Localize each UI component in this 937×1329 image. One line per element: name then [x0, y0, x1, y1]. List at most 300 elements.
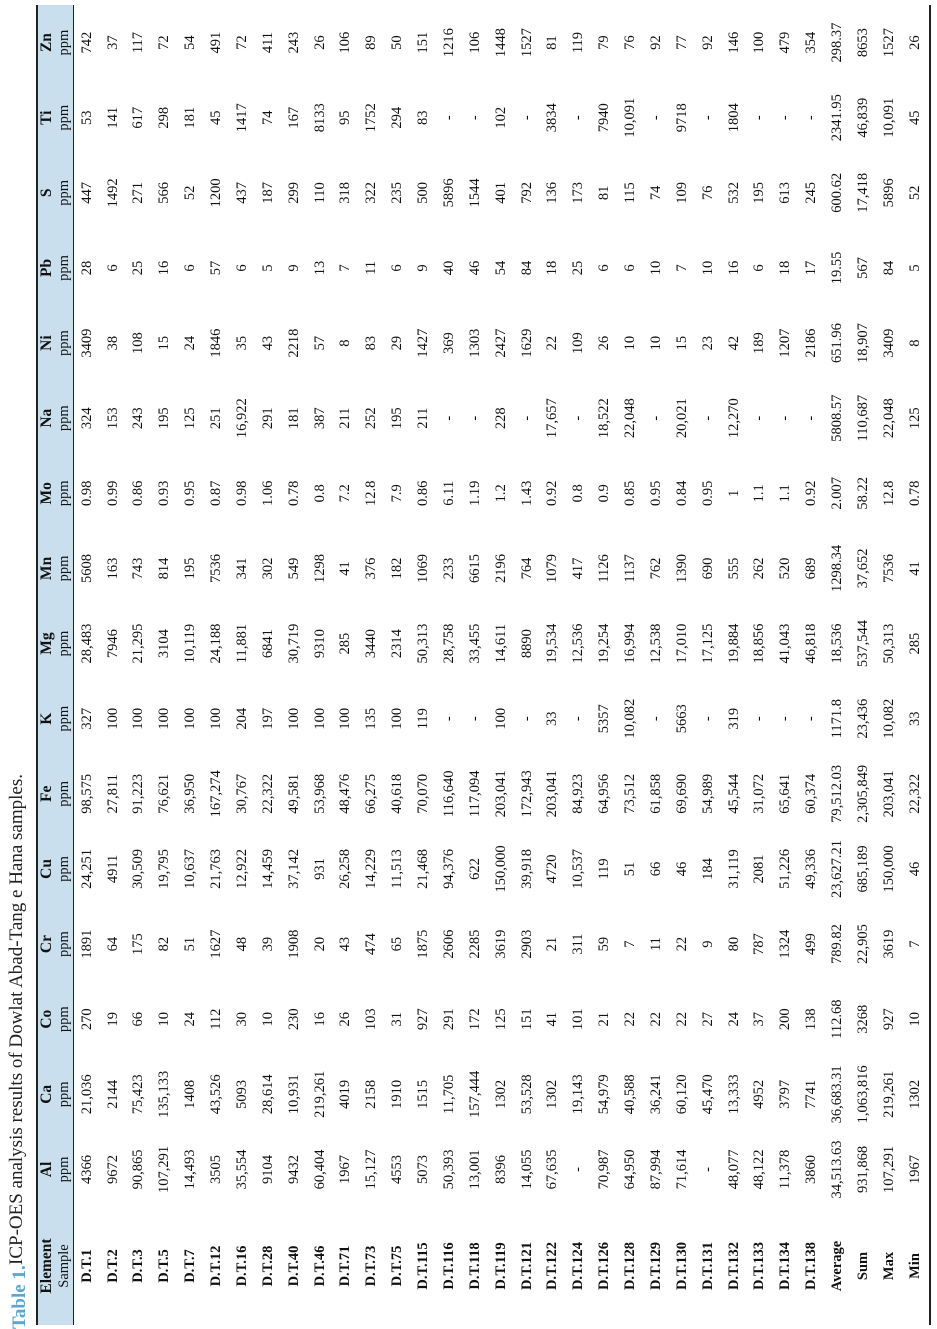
table-cell: 84	[518, 260, 535, 276]
table-cell: 39,918	[518, 849, 535, 889]
element-header-cr: Cr	[37, 907, 56, 982]
summary-cell: 12.8	[880, 480, 897, 506]
table-cell: 81	[596, 185, 613, 201]
table-cell: 252	[363, 407, 380, 430]
element-header-mo: Mo	[37, 456, 56, 531]
table-cell: 13,001	[466, 1149, 483, 1190]
table-cell: -	[699, 1167, 716, 1172]
table-cell: 491	[208, 31, 225, 54]
sample-id: D.T.1	[78, 1249, 95, 1283]
table-cell: 7741	[803, 1079, 820, 1109]
table-cell: 100	[389, 707, 406, 730]
table-cell: 262	[751, 557, 768, 580]
table-cell: -	[647, 115, 664, 121]
element-header-al: Al	[37, 1132, 56, 1207]
table-cell: 48,122	[751, 1149, 768, 1190]
table-cell: 19	[104, 1011, 121, 1027]
summary-cell: 10	[907, 1011, 924, 1027]
summary-cell: 5808.57	[829, 394, 846, 442]
table-row	[437, 5, 463, 1325]
sample-id: D.T.119	[492, 1242, 509, 1290]
summary-cell: 927	[880, 1008, 897, 1031]
table-cell: -	[440, 716, 457, 722]
caption-label: Table 1.	[9, 1265, 30, 1329]
results-table	[36, 5, 931, 1325]
sample-id: D.T.124	[570, 1241, 587, 1291]
table-cell: 1.06	[259, 480, 276, 506]
table-cell: 8396	[492, 1154, 509, 1184]
table-cell: 60,374	[803, 773, 820, 814]
table-cell: 30,509	[130, 849, 147, 889]
table-cell: 3409	[78, 328, 95, 358]
unit-header: ppm	[56, 531, 74, 606]
sample-id: D.T.118	[466, 1242, 483, 1290]
table-cell: 61,858	[647, 773, 664, 814]
table-cell: 75,423	[130, 1074, 147, 1115]
table-cell: 31	[389, 1011, 406, 1027]
summary-cell: 5	[907, 264, 924, 272]
table-cell: 2314	[389, 629, 406, 659]
table-cell: 1302	[544, 1079, 561, 1109]
table-cell: 0.98	[233, 480, 250, 506]
table-cell: 100	[156, 707, 173, 730]
table-cell: 31,119	[725, 849, 742, 889]
table-cell: 67,635	[544, 1149, 561, 1190]
table-cell: 14,493	[182, 1149, 199, 1190]
table-row	[488, 5, 514, 1325]
summary-cell: 41	[907, 561, 924, 576]
table-cell: 5073	[415, 1154, 432, 1184]
table-cell: 167,274	[208, 770, 225, 818]
summary-cell: 567	[854, 257, 871, 279]
table-cell: 1	[725, 489, 742, 497]
table-cell: 2903	[518, 929, 535, 959]
table-cell: 10	[699, 260, 716, 276]
table-cell: 22,048	[622, 398, 639, 439]
table-cell: 0.92	[803, 480, 820, 506]
summary-cell: 931,868	[854, 1145, 871, 1193]
table-cell: 9	[699, 940, 716, 948]
table-row	[281, 5, 307, 1325]
table-cell: 26	[311, 35, 328, 50]
table-cell: 11,513	[389, 849, 406, 889]
table-cell: 54	[182, 35, 199, 50]
table-cell: 7	[337, 264, 354, 272]
summary-cell: 3619	[880, 929, 897, 959]
summary-cell: 298.37	[829, 22, 846, 63]
table-cell: 100	[285, 707, 302, 730]
table-cell: -	[440, 115, 457, 121]
table-cell: 11,705	[440, 1074, 457, 1114]
table-cell: 13	[311, 260, 328, 276]
table-cell: 72	[156, 35, 173, 50]
table-cell: 72	[233, 35, 250, 50]
table-cell: 52	[182, 185, 199, 201]
unit-header: ppm	[56, 907, 74, 982]
table-cell: 89	[363, 35, 380, 50]
summary-cell: 26	[907, 35, 924, 50]
table-cell: 64,950	[622, 1149, 639, 1190]
table-cell: 0.86	[130, 480, 147, 506]
table-cell: 46,818	[803, 623, 820, 664]
summary-cell: 22,905	[854, 924, 871, 964]
table-cell: 66	[647, 861, 664, 877]
table-cell: 1908	[285, 929, 302, 959]
table-cell: 437	[233, 181, 250, 204]
table-row	[669, 5, 695, 1325]
table-cell: 50	[389, 35, 406, 50]
summary-cell: 22,322	[907, 773, 924, 814]
table-cell: 100	[492, 707, 509, 730]
unit-header: ppm	[56, 1132, 74, 1207]
table-cell: 2158	[363, 1079, 380, 1109]
table-cell: 16,922	[233, 398, 250, 439]
table-cell: 203,041	[492, 770, 509, 818]
table-cell: 322	[363, 181, 380, 204]
table-cell: 1875	[415, 929, 432, 959]
table-cell: 151	[415, 31, 432, 54]
summary-cell: 0.78	[907, 480, 924, 506]
table-cell: -	[803, 716, 820, 722]
unit-header: ppm	[56, 381, 74, 456]
table-cell: 3104	[156, 629, 173, 659]
table-cell: 271	[130, 181, 147, 204]
table-cell: -	[699, 415, 716, 421]
table-cell: 15	[156, 335, 173, 351]
table-cell: 101	[570, 1008, 587, 1031]
table-cell: 1.43	[518, 480, 535, 506]
summary-cell: 1967	[907, 1154, 924, 1184]
table-cell: 46	[466, 260, 483, 276]
summary-row	[825, 5, 851, 1325]
summary-cell: 18,536	[829, 623, 846, 664]
table-cell: 100	[311, 707, 328, 730]
table-cell: 411	[259, 31, 276, 54]
table-cell: 743	[130, 557, 147, 580]
summary-cell: 789.82	[829, 924, 846, 964]
table-cell: 65	[389, 936, 406, 952]
table-cell: 354	[803, 31, 820, 54]
element-header-k: K	[37, 681, 56, 756]
table-cell: 83	[363, 335, 380, 351]
table-cell: 12,536	[570, 623, 587, 664]
table-cell: 21,468	[415, 849, 432, 889]
table-cell: 146	[725, 31, 742, 54]
sample-id: D.T.116	[440, 1242, 457, 1290]
table-cell: 41,043	[777, 623, 794, 664]
summary-cell: 150,000	[880, 845, 897, 893]
table-cell: 31,072	[751, 773, 768, 814]
table-cell: 6615	[466, 553, 483, 583]
table-cell: 0.84	[673, 480, 690, 506]
table-cell: 1303	[466, 328, 483, 358]
summary-cell: 2.007	[829, 477, 846, 510]
table-cell: 17,125	[699, 623, 716, 664]
table-cell: 14,611	[492, 623, 509, 664]
table-cell: 74	[259, 110, 276, 125]
summary-row	[851, 5, 877, 1325]
table-cell: 1.19	[466, 480, 483, 506]
table-cell: 243	[130, 407, 147, 430]
table-cell: 200	[777, 1008, 794, 1031]
element-header-ca: Ca	[37, 1057, 56, 1132]
summary-cell: 112.68	[829, 999, 846, 1039]
table-cell: 8133	[311, 103, 328, 133]
table-cell: 3797	[777, 1079, 794, 1109]
table-cell: 3834	[544, 103, 561, 133]
summary-cell: 45	[907, 110, 924, 125]
table-cell: 10	[259, 1011, 276, 1027]
table-cell: 48,476	[337, 773, 354, 814]
table-cell: 26	[337, 1011, 354, 1027]
table-cell: 12,538	[647, 623, 664, 664]
table-cell: 0.99	[104, 480, 121, 506]
table-cell: 0.78	[285, 480, 302, 506]
table-cell: 90,865	[130, 1149, 147, 1190]
table-cell: 76,621	[156, 773, 173, 814]
table-cell: 369	[440, 332, 457, 354]
table-cell: 21,036	[78, 1074, 95, 1115]
table-cell: 230	[285, 1008, 302, 1031]
table-cell: 37,142	[285, 849, 302, 889]
table-cell: 197	[259, 707, 276, 730]
table-cell: 187	[259, 181, 276, 204]
table-cell: 36,241	[647, 1074, 664, 1115]
table-cell: 173	[570, 181, 587, 204]
table-cell: 15	[673, 335, 690, 351]
table-cell: 931	[311, 858, 328, 880]
sample-id: D.T.138	[803, 1241, 820, 1291]
table-row	[178, 5, 204, 1325]
element-header-pb: Pb	[37, 230, 56, 305]
caption-text: ICP-OES analysis results of Dowlat Abad-Tang e Hana samples.	[6, 774, 27, 1266]
table-cell: 167	[285, 106, 302, 129]
table-cell: 12,270	[725, 398, 742, 439]
table-cell: 1427	[415, 328, 432, 358]
table-cell: 33,455	[466, 623, 483, 664]
table-cell: 24,251	[78, 849, 95, 889]
table-cell: 195	[751, 181, 768, 204]
table-cell: 76	[622, 35, 639, 50]
table-cell: 0.95	[699, 480, 716, 506]
table-cell: 106	[337, 31, 354, 54]
table-cell: 5093	[233, 1079, 250, 1109]
table-cell: 18	[777, 260, 794, 276]
table-cell: 181	[182, 106, 199, 129]
table-cell: 30,767	[233, 773, 250, 814]
table-cell: 163	[104, 557, 121, 580]
table-cell: 6	[389, 264, 406, 272]
table-cell: 1967	[337, 1154, 354, 1184]
table-cell: 235	[389, 181, 406, 204]
sample-id: D.T.71	[337, 1245, 354, 1287]
table-cell: 64	[104, 936, 121, 952]
table-cell: -	[466, 415, 483, 421]
table-cell: -	[751, 415, 768, 421]
table-cell: 82	[156, 936, 173, 952]
table-cell: 24	[182, 335, 199, 351]
table-cell: 6.11	[440, 480, 457, 506]
summary-cell: 110,687	[854, 394, 871, 442]
table-cell: 110	[311, 182, 328, 204]
table-cell: 181	[285, 407, 302, 430]
element-header-ni: Ni	[37, 306, 56, 381]
table-cell: 291	[259, 407, 276, 430]
table-cell: -	[803, 415, 820, 421]
table-cell: 21,763	[208, 849, 225, 889]
table-cell: 70,987	[596, 1149, 613, 1190]
table-cell: 66	[130, 1011, 147, 1027]
summary-cell: 19.55	[829, 251, 846, 285]
table-cell: 319	[725, 707, 742, 730]
table-cell: 17	[803, 260, 820, 276]
table-cell: -	[440, 415, 457, 421]
summary-cell: 79,512.03	[829, 764, 846, 823]
summary-label: Sum	[854, 1251, 871, 1281]
table-cell: 92	[699, 35, 716, 50]
table-cell: 417	[570, 557, 587, 580]
table-cell: 8	[337, 339, 354, 347]
table-cell: 2285	[466, 929, 483, 959]
table-caption	[0, 0, 34, 1329]
table-cell: 7946	[104, 629, 121, 659]
table-cell: 28,614	[259, 1074, 276, 1115]
table-cell: 9310	[311, 629, 328, 659]
table-cell: 270	[78, 1008, 95, 1031]
table-cell: 100	[751, 31, 768, 54]
table-cell: 294	[389, 106, 406, 129]
table-cell: 3860	[803, 1154, 820, 1184]
table-cell: 5	[259, 264, 276, 272]
header-row-units	[56, 5, 74, 1325]
table-cell: 108	[130, 332, 147, 354]
table-cell: 29	[389, 335, 406, 351]
sample-header-label: Sample	[56, 1207, 74, 1325]
table-cell: 26,258	[337, 849, 354, 889]
table-cell: 22	[673, 1011, 690, 1027]
table-cell: 4366	[78, 1154, 95, 1184]
summary-cell: 8	[907, 339, 924, 347]
summary-cell: 203,041	[880, 770, 897, 818]
table-row	[721, 5, 747, 1325]
table-cell: 0.95	[182, 480, 199, 506]
sample-id: D.T.129	[647, 1241, 664, 1291]
table-cell: 22	[647, 1011, 664, 1027]
table-cell: 21	[596, 1011, 613, 1027]
table-cell: 219,261	[311, 1070, 328, 1118]
table-cell: 100	[337, 707, 354, 730]
table-cell: 136	[544, 181, 561, 204]
summary-cell: 537,544	[854, 620, 871, 668]
table-cell: -	[466, 115, 483, 121]
table-cell: 48	[233, 936, 250, 952]
sample-id: D.T.5	[156, 1249, 173, 1283]
unit-header: ppm	[56, 230, 74, 305]
results-table-container	[36, 5, 931, 1325]
table-cell: 6841	[259, 629, 276, 659]
table-cell: -	[777, 415, 794, 421]
table-cell: 555	[725, 557, 742, 580]
table-cell: 19,254	[596, 623, 613, 664]
header-row-elements	[37, 5, 56, 1325]
table-cell: 499	[803, 933, 820, 955]
summary-cell: 18,907	[854, 323, 871, 363]
table-cell: 80	[725, 936, 742, 952]
table-cell: 10,931	[285, 1074, 302, 1115]
table-cell: 11	[363, 260, 380, 275]
table-cell: 24,188	[208, 623, 225, 664]
unit-header: ppm	[56, 606, 74, 681]
table-cell: 57	[208, 260, 225, 276]
table-cell: 102	[492, 106, 509, 129]
table-cell: -	[570, 1167, 587, 1172]
sample-id: D.T.131	[699, 1241, 716, 1291]
table-cell: 33	[544, 711, 561, 726]
summary-label: Min	[907, 1253, 924, 1279]
table-cell: 189	[751, 332, 768, 354]
table-cell: 76	[699, 185, 716, 201]
table-cell: 1492	[104, 178, 121, 208]
table-cell: 9104	[259, 1154, 276, 1184]
table-cell: 125	[492, 1008, 509, 1031]
table-cell: 16	[156, 260, 173, 276]
table-row	[411, 5, 437, 1325]
table-cell: 18,522	[596, 398, 613, 439]
summary-cell: 219,261	[880, 1070, 897, 1118]
table-cell: 0.8	[570, 484, 587, 503]
table-cell: 182	[389, 557, 406, 580]
table-cell: 117	[130, 31, 147, 54]
table-cell: 233	[440, 557, 457, 580]
table-cell: 53,528	[518, 1074, 535, 1115]
table-cell: 172,943	[518, 770, 535, 818]
table-cell: 35	[233, 335, 250, 351]
element-header-na: Na	[37, 381, 56, 456]
table-cell: 0.86	[415, 480, 432, 506]
table-cell: 474	[363, 933, 380, 955]
table-cell: -	[518, 115, 535, 121]
table-cell: 19,143	[570, 1074, 587, 1115]
summary-cell: 285	[907, 632, 924, 655]
table-cell: 73,512	[622, 773, 639, 814]
sample-id: D.T.12	[208, 1245, 225, 1287]
element-header-zn: Zn	[37, 5, 56, 80]
table-cell: 1544	[466, 178, 483, 208]
table-cell: 103	[363, 1008, 380, 1031]
table-cell: 690	[699, 557, 716, 580]
table-cell: 18,856	[751, 623, 768, 664]
table-cell: 10	[647, 260, 664, 276]
summary-cell: 3268	[854, 1004, 871, 1034]
table-cell: 16,994	[622, 623, 639, 664]
summary-cell: 1527	[880, 28, 897, 58]
summary-cell: 10,091	[880, 97, 897, 138]
table-cell: 45	[208, 110, 225, 125]
table-row	[747, 5, 773, 1325]
sample-id: D.T.130	[673, 1241, 690, 1291]
table-row	[126, 5, 152, 1325]
table-cell: 1390	[673, 553, 690, 583]
summary-cell: 7	[907, 940, 924, 948]
table-cell: 2144	[104, 1079, 121, 1109]
table-cell: 1.1	[751, 484, 768, 503]
table-cell: 10,119	[182, 623, 199, 664]
table-row	[74, 5, 101, 1325]
table-cell: 172	[466, 1008, 483, 1031]
table-cell: 0.8	[311, 484, 328, 503]
table-cell: 20	[311, 936, 328, 952]
table-cell: 204	[233, 707, 250, 730]
